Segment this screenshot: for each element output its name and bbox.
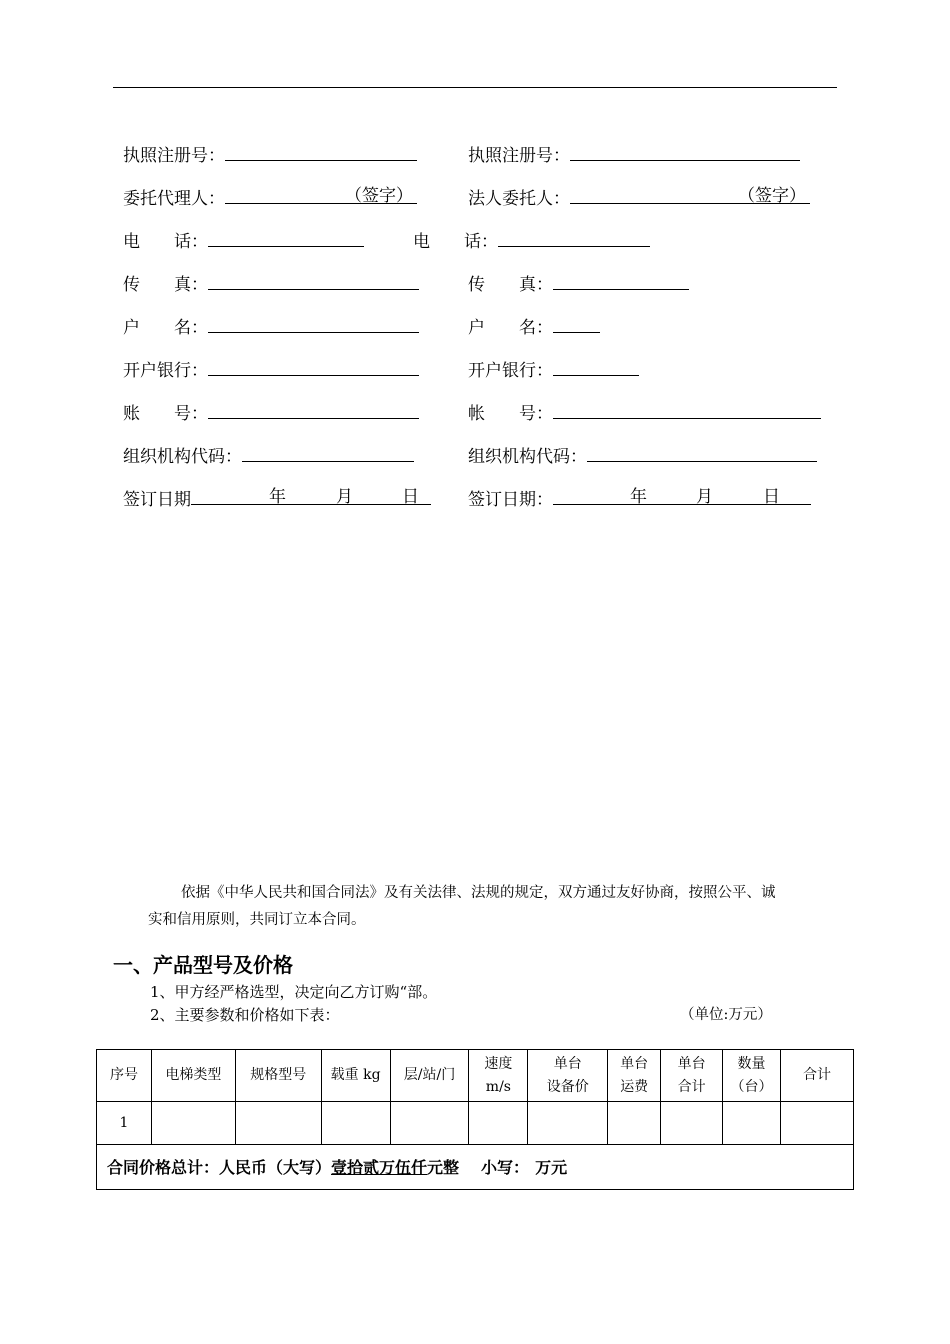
party-b-bank [468, 355, 639, 384]
intro-text-1: 依据《中华人民共和国合同法》及有关法律、法规的规定，双方通过友好协商，按照公平、诚 [181, 885, 776, 901]
field-row-account-number [0, 398, 950, 424]
header-cell [528, 1050, 608, 1102]
field-row-org-code [0, 441, 950, 467]
account-name-blank-b[interactable] [553, 312, 600, 333]
table-total-row [97, 1145, 854, 1190]
phone-blank-b[interactable] [498, 226, 650, 247]
header-cell: 电梯类型 [151, 1050, 235, 1102]
field-label: 传 真： [468, 275, 553, 295]
total-cell [97, 1145, 854, 1190]
field-label: 户 名： [123, 318, 208, 338]
header-cell: 序号 [97, 1050, 152, 1102]
field-label: 签订日期： [468, 490, 553, 510]
day-label: 日 [402, 487, 419, 507]
field-row-agent [0, 183, 950, 209]
fax-blank-a[interactable] [208, 269, 419, 290]
header-line: 设备价 [546, 1078, 589, 1095]
year-label: 年 [630, 487, 647, 507]
header-cell [723, 1050, 781, 1102]
table-cell-index: 1 [97, 1102, 152, 1145]
intro-paragraph [148, 880, 848, 934]
field-label: 执照注册号： [123, 146, 225, 166]
intro-line-2: 实和信用原则，共同订立本合同。 [148, 912, 366, 928]
field-label: 户 名： [468, 318, 553, 338]
year-label: 年 [269, 487, 286, 507]
header-line: 运费 [620, 1078, 649, 1095]
month-label: 月 [696, 487, 713, 507]
party-b-fax [468, 269, 689, 298]
party-a-account-name [123, 312, 419, 341]
total-amount-words: 壹拾贰万伍仟 [331, 1157, 428, 1177]
party-a-phone [123, 226, 364, 255]
field-row-bank [0, 355, 950, 381]
party-b-account-number [468, 398, 821, 427]
intro-line-1 [148, 880, 848, 907]
table-cell[interactable] [151, 1102, 235, 1145]
bank-blank-b[interactable] [553, 355, 639, 376]
table-cell[interactable] [235, 1102, 321, 1145]
party-a-fax [123, 269, 419, 298]
party-b-account-name [468, 312, 600, 341]
field-label: 组织机构代码： [468, 447, 587, 467]
table-cell[interactable] [390, 1102, 469, 1145]
fax-blank-b[interactable] [553, 269, 689, 290]
signature-hint: （签字） [345, 186, 413, 206]
field-label: 执照注册号： [468, 146, 570, 166]
header-line: m/s [485, 1078, 511, 1095]
table-row [97, 1102, 854, 1145]
field-label: 账 号： [123, 404, 208, 424]
total-prefix: 合同价格总计：人民币（大写） [107, 1157, 332, 1177]
party-a-bank [123, 355, 419, 384]
field-label: 传 真： [123, 275, 208, 295]
account-name-blank-a[interactable] [208, 312, 419, 333]
phone-blank-a[interactable] [208, 226, 364, 247]
unit-note: （单位:万元） [680, 1007, 772, 1023]
sign-date-blank-a[interactable] [191, 484, 431, 505]
header-line: 单台 [620, 1055, 649, 1072]
field-label: 开户银行： [468, 361, 553, 381]
month-label: 月 [336, 487, 353, 507]
table-cell[interactable] [608, 1102, 661, 1145]
header-cell: 层/站/门 [390, 1050, 469, 1102]
header-line: 合计 [677, 1078, 706, 1095]
header-cell [661, 1050, 723, 1102]
signature-hint: （签字） [738, 186, 806, 206]
table-cell[interactable] [528, 1102, 608, 1145]
party-a-agent [123, 183, 417, 212]
party-b-legal-agent [468, 183, 810, 212]
field-label: 帐 号： [468, 404, 553, 424]
total-small-label: 小写： [481, 1157, 530, 1177]
spec-table [96, 1049, 854, 1190]
header-cell: 规格型号 [235, 1050, 321, 1102]
party-a-org-code [123, 441, 414, 470]
field-label: 开户银行： [123, 361, 208, 381]
field-label: 电 话： [123, 232, 208, 252]
header-cell: 合计 [781, 1050, 854, 1102]
header-cell [469, 1050, 528, 1102]
field-label: 组织机构代码： [123, 447, 242, 467]
table-header-row [97, 1050, 854, 1102]
party-b-sign-date [468, 484, 811, 513]
account-number-blank-a[interactable] [208, 398, 419, 419]
header-cell [608, 1050, 661, 1102]
table-cell[interactable] [321, 1102, 390, 1145]
table-cell[interactable] [781, 1102, 854, 1145]
org-code-blank-b[interactable] [587, 441, 817, 462]
party-a-sign-date [123, 484, 431, 513]
party-b-license [468, 140, 800, 169]
field-row-phone [0, 226, 950, 252]
party-a-account-number [123, 398, 419, 427]
header-line: 数量 [737, 1055, 766, 1072]
bank-blank-a[interactable] [208, 355, 419, 376]
agent-blank-a[interactable] [225, 183, 417, 204]
clause-2: 2、主要参数和价格如下表： [150, 1006, 340, 1024]
license-blank-a[interactable] [225, 140, 417, 161]
section-title: 一、产品型号及价格 [113, 953, 293, 977]
total-suffix: 元整 [427, 1157, 460, 1177]
party-b-org-code [468, 441, 817, 470]
total-small-unit: 万元 [535, 1157, 568, 1177]
header-line: （台） [730, 1078, 773, 1095]
account-number-blank-b[interactable] [553, 398, 821, 419]
field-row-sign-date [0, 484, 950, 510]
table-cell[interactable] [661, 1102, 723, 1145]
sign-date-blank-b[interactable] [553, 484, 811, 505]
party-b-phone [413, 226, 650, 255]
header-line: 速度 [484, 1055, 513, 1072]
field-label: 法人委托人： [468, 189, 570, 209]
clause-1: 1、甲方经严格选型，决定向乙方订购“部。 [150, 983, 438, 1001]
header-line: 单台 [553, 1055, 582, 1072]
field-row-license [0, 140, 950, 166]
party-a-license [123, 140, 417, 169]
field-label: 签订日期 [123, 490, 191, 510]
header-rule [113, 87, 837, 88]
field-label: 委托代理人： [123, 189, 225, 209]
day-label: 日 [763, 487, 780, 507]
header-line: 单台 [677, 1055, 706, 1072]
field-row-fax [0, 269, 950, 295]
license-blank-b[interactable] [570, 140, 800, 161]
agent-blank-b[interactable] [570, 183, 810, 204]
org-code-blank-a[interactable] [242, 441, 414, 462]
field-label: 电 话： [413, 232, 498, 252]
table-cell[interactable] [469, 1102, 528, 1145]
table-cell[interactable] [723, 1102, 781, 1145]
field-row-account-name [0, 312, 950, 338]
header-cell: 载重 kg [321, 1050, 390, 1102]
